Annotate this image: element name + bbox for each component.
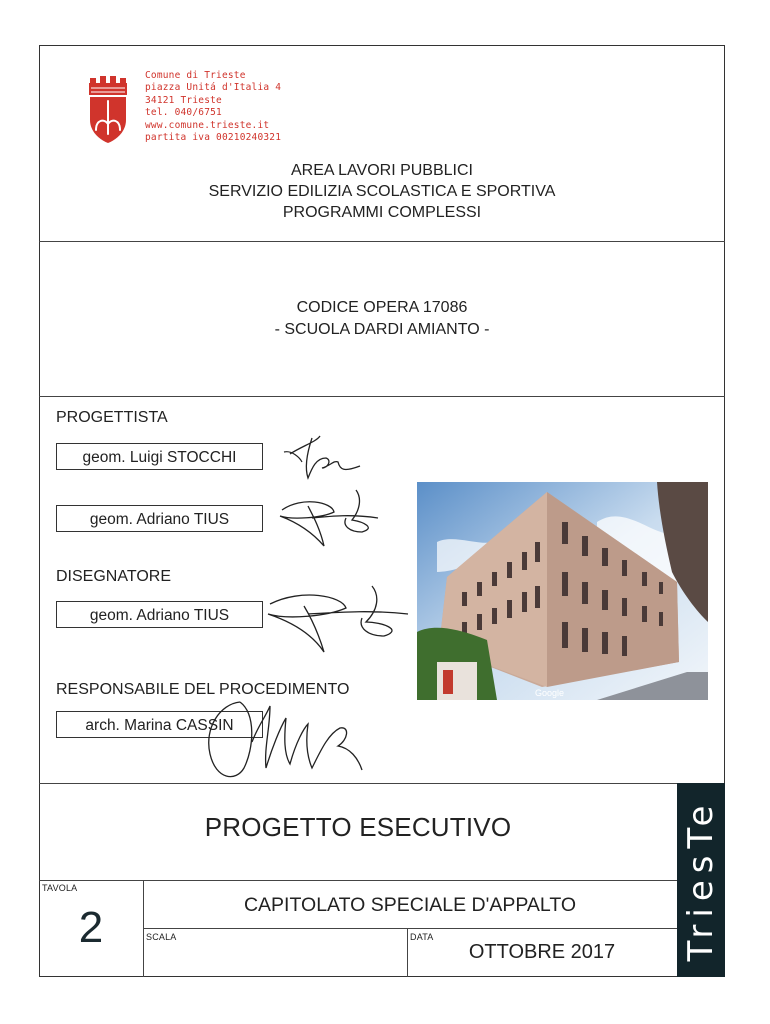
department-line: SERVIZIO EDILIZIA SCOLASTICA E SPORTIVA xyxy=(208,183,556,200)
address-line: Comune di Trieste xyxy=(145,70,246,81)
project-code: CODICE OPERA 17086 xyxy=(296,299,468,316)
address-line: 34121 Trieste xyxy=(145,94,222,106)
disegnatore-name: geom. Adriano TIUS xyxy=(56,601,263,628)
address-line: piazza Unitá d'Italia 4 xyxy=(145,82,282,94)
scala-value xyxy=(146,944,402,970)
department-line: AREA LAVORI PUBBLICI xyxy=(291,162,473,179)
signature-cassin xyxy=(200,698,365,784)
project-phase: PROGETTO ESECUTIVO xyxy=(204,812,512,842)
divider-phase xyxy=(39,880,677,881)
divider-people xyxy=(39,783,725,784)
trieste-coat-of-arms-icon xyxy=(88,74,128,144)
project-name: - SCUOLA DARDI AMIANTO - xyxy=(274,321,490,338)
progettista-name-2: geom. Adriano TIUS xyxy=(56,505,263,532)
tavola-number: 2 xyxy=(78,903,104,952)
progettista-label: PROGETTISTA xyxy=(56,409,168,426)
divider-header xyxy=(39,241,725,242)
signature-tius-1 xyxy=(272,488,384,550)
divider-project xyxy=(39,396,725,397)
department-heading xyxy=(39,160,725,223)
data-label: DATA xyxy=(410,932,434,942)
progettista-name-1: geom. Luigi STOCCHI xyxy=(56,443,263,470)
responsabile-label: RESPONSABILE DEL PROCEDIMENTO xyxy=(56,681,350,698)
disegnatore-label: DISEGNATORE xyxy=(56,568,171,585)
address-line: partita iva 00210240321 xyxy=(145,132,282,144)
signature-tius-2 xyxy=(262,584,412,656)
department-line: PROGRAMMI COMPLESSI xyxy=(282,204,482,221)
document-title: CAPITOLATO SPECIALE D'APPALTO xyxy=(243,894,577,916)
tavola-label: TAVOLA xyxy=(42,883,78,893)
responsabile-name: arch. Marina CASSIN xyxy=(56,711,263,738)
municipality-address xyxy=(145,70,281,144)
scala-label: SCALA xyxy=(146,932,177,942)
project-code-block xyxy=(39,297,725,341)
trieste-wordmark: TriesTe xyxy=(681,798,721,962)
divider-title xyxy=(143,928,677,929)
trieste-brand-panel xyxy=(677,783,725,977)
data-value: OTTOBRE 2017 xyxy=(468,941,616,963)
address-line: www.comune.trieste.it xyxy=(145,119,270,131)
school-building-photo xyxy=(417,482,708,700)
svg-text:Google: Google xyxy=(535,688,565,698)
address-line: tel. 040/6751 xyxy=(145,107,222,119)
signature-stocchi xyxy=(282,432,372,484)
